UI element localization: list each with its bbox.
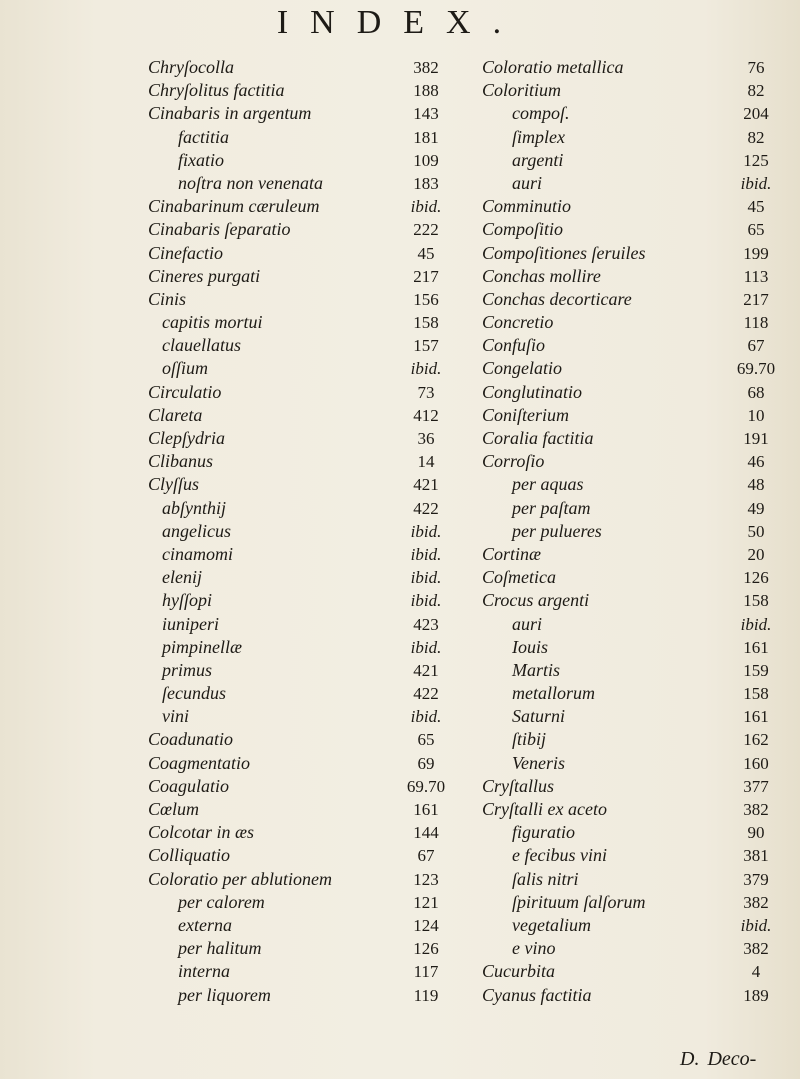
index-term: angelicus: [162, 520, 231, 541]
index-entry: [148, 427, 448, 450]
index-entry: [148, 589, 448, 612]
index-entry: [148, 798, 448, 821]
page-reference: 124: [413, 915, 439, 935]
page-reference: 90: [747, 823, 765, 843]
index-entry: [148, 566, 448, 589]
index-term: Cinis: [148, 288, 187, 309]
index-term: compoſ.: [512, 103, 570, 124]
index-entry: [482, 914, 778, 937]
index-term: Cortinæ: [482, 543, 542, 564]
index-entry: [482, 404, 778, 427]
index-term: figuratio: [512, 822, 576, 843]
index-term: Clepſydria: [148, 428, 225, 448]
page-reference: 73: [417, 382, 435, 402]
index-term: Coniſterium: [482, 404, 570, 425]
page-reference: ibid.: [740, 614, 772, 634]
index-entry: [148, 543, 448, 566]
index-term: per pulueres: [512, 520, 602, 541]
index-entry: [482, 775, 778, 798]
index-term: pimpinellæ: [162, 636, 242, 657]
page-reference: 381: [743, 846, 769, 866]
index-term: Cinabarinum cæruleum: [148, 196, 320, 217]
index-entry: [482, 195, 778, 218]
page-reference: 113: [743, 266, 769, 286]
index-term: Clyſſus: [148, 474, 200, 495]
index-entry: [148, 775, 448, 798]
index-entry: [482, 728, 778, 751]
index-term: Chryſolitus factitia: [148, 80, 285, 101]
page-reference: 199: [743, 243, 769, 263]
page-reference: 157: [413, 336, 439, 356]
index-term: fixatio: [178, 149, 224, 170]
page-reference: 119: [413, 985, 439, 1005]
index-entry: [148, 288, 448, 311]
page-reference: 181: [413, 127, 439, 147]
index-term: Coagulatio: [148, 775, 230, 796]
page-reference: 158: [743, 684, 769, 704]
index-entry: [148, 497, 448, 520]
index-term: Cœlum: [148, 799, 200, 819]
index-term: argenti: [512, 149, 564, 170]
index-entry: [482, 960, 778, 983]
page-reference: 377: [743, 776, 769, 796]
page-reference: 422: [413, 498, 439, 518]
index-entry: [482, 543, 778, 566]
page-reference: 217: [413, 266, 439, 286]
index-entry: [482, 450, 778, 473]
page-reference: 123: [413, 869, 439, 889]
index-term: per calorem: [178, 891, 265, 912]
index-entry: [148, 821, 448, 844]
index-term: Coloritium: [482, 80, 562, 101]
index-entry: [482, 613, 778, 636]
index-entry: [482, 589, 778, 612]
index-term: iuniperi: [162, 613, 219, 634]
page-reference: 50: [747, 521, 765, 541]
index-entry: [148, 102, 448, 125]
index-term: ſalis nitri: [512, 868, 579, 889]
page-reference: 14: [417, 452, 435, 472]
index-entry: [148, 844, 448, 867]
index-entry: [148, 311, 448, 334]
page-reference: ibid.: [740, 915, 772, 935]
index-entry: [148, 682, 448, 705]
index-entry: [148, 79, 448, 102]
index-entry: [482, 427, 778, 450]
index-term: vegetalium: [512, 914, 591, 935]
page-reference: 82: [747, 81, 765, 101]
index-entry: [482, 172, 778, 195]
page-reference: 183: [413, 173, 439, 193]
page-reference: ibid.: [410, 359, 442, 379]
index-entry: [148, 265, 448, 288]
page-reference: 158: [743, 591, 769, 611]
index-term: Congelatio: [482, 358, 562, 379]
index-entry: [148, 126, 448, 149]
index-term: auri: [512, 613, 543, 634]
index-entry: [482, 497, 778, 520]
index-term: primus: [162, 659, 213, 680]
page-reference: 4: [751, 962, 761, 982]
index-term: capitis mortui: [162, 312, 263, 333]
index-entry: [148, 473, 448, 496]
index-term: Confuſio: [482, 335, 546, 356]
index-term: Conglutinatio: [482, 381, 583, 402]
index-column-right: [482, 56, 778, 1007]
index-term: cinamomi: [162, 543, 233, 564]
page-reference: ibid.: [410, 544, 442, 564]
page-reference: 48: [747, 475, 765, 495]
index-entry: [482, 288, 778, 311]
page-reference: 125: [743, 150, 769, 170]
index-entry: [148, 659, 448, 682]
page-reference: 189: [743, 985, 769, 1005]
page-reference: 382: [413, 58, 439, 77]
page-reference: 382: [743, 939, 769, 959]
index-term: metallorum: [512, 683, 595, 704]
index-term: Saturni: [512, 706, 566, 727]
catchword: [680, 1048, 756, 1071]
index-entry: [482, 126, 778, 149]
index-term: elenij: [162, 567, 202, 588]
index-entry: [148, 195, 448, 218]
index-entry: [482, 682, 778, 705]
index-term: Conchas mollire: [482, 265, 601, 286]
index-term: Coloratio metallica: [482, 57, 624, 77]
index-term: Compoſitio: [482, 219, 564, 240]
page-reference: 69: [417, 753, 435, 773]
index-column-left: [148, 56, 448, 1007]
index-term: per halitum: [178, 938, 262, 959]
index-entry: [482, 659, 778, 682]
index-term: Cinabaris in argentum: [148, 103, 312, 124]
page-reference: ibid.: [740, 173, 772, 193]
index-term: Conchas decorticare: [482, 288, 632, 309]
index-entry: [482, 334, 778, 357]
signature-mark: D.: [680, 1048, 700, 1070]
catchword-text: Deco-: [707, 1048, 757, 1070]
index-term: noſtra non venenata: [178, 172, 323, 193]
index-term: Chryſocolla: [148, 57, 234, 77]
index-term: Coloratio per ablutionem: [148, 868, 332, 889]
index-entry: [482, 984, 778, 1007]
index-term: auri: [512, 172, 543, 193]
index-term: abſynthij: [162, 497, 226, 518]
page-reference: ibid.: [410, 707, 442, 727]
index-entry: [482, 937, 778, 960]
index-entry: [148, 613, 448, 636]
index-entry: [482, 798, 778, 821]
index-term: Comminutio: [482, 196, 572, 217]
index-entry: [148, 705, 448, 728]
page-reference: 422: [413, 684, 439, 704]
index-term: per aquas: [512, 474, 584, 495]
index-term: e vino: [512, 938, 556, 959]
index-entry: [148, 334, 448, 357]
page-reference: 161: [743, 637, 769, 657]
index-entry: [148, 381, 448, 404]
page-reference: 117: [413, 962, 439, 982]
index-term: oſſium: [162, 358, 209, 379]
page-reference: 45: [417, 243, 435, 263]
page-reference: 65: [747, 220, 765, 240]
page-reference: 69.70: [406, 776, 446, 796]
index-entry: [148, 56, 448, 79]
index-entry: [148, 172, 448, 195]
index-entry: [148, 450, 448, 473]
index-entry: [482, 149, 778, 172]
index-term: Colcotar in æs: [148, 822, 255, 843]
index-entry: [148, 636, 448, 659]
page-reference: ibid.: [410, 521, 442, 541]
page-reference: 82: [747, 127, 765, 147]
page-reference: 118: [743, 313, 769, 333]
index-entry: [482, 79, 778, 102]
index-term: Cryſtallus: [482, 775, 555, 796]
page-reference: 126: [413, 939, 439, 959]
page-reference: ibid.: [410, 591, 442, 611]
index-term: Cinabaris ſeparatio: [148, 219, 291, 240]
page-reference: 65: [417, 730, 435, 750]
page-reference: 144: [413, 823, 439, 843]
index-term: Veneris: [512, 752, 565, 773]
index-entry: [148, 752, 448, 775]
index-entry: [148, 891, 448, 914]
page-reference: ibid.: [410, 637, 442, 657]
index-term: externa: [178, 914, 232, 935]
index-entry: [482, 265, 778, 288]
index-entry: [482, 705, 778, 728]
index-entry: [148, 914, 448, 937]
index-term: per paſtam: [512, 497, 591, 518]
page-reference: 126: [743, 568, 769, 588]
index-term: Coadunatio: [148, 729, 234, 750]
index-entry: [148, 404, 448, 427]
index-entry: [482, 102, 778, 125]
page-reference: ibid.: [410, 197, 442, 217]
page-reference: 109: [413, 150, 439, 170]
page-reference: 69.70: [736, 359, 776, 379]
page-reference: 412: [413, 405, 439, 425]
page-heading: INDEX.: [276, 4, 524, 41]
index-entry: [482, 56, 778, 79]
page-reference: 159: [743, 660, 769, 680]
index-term: ſtibij: [512, 729, 547, 750]
index-term: Clibanus: [148, 451, 214, 472]
index-entry: [482, 218, 778, 241]
page-reference: 20: [747, 544, 765, 564]
page-reference: 156: [413, 289, 439, 309]
index-term: Coſmetica: [482, 567, 556, 588]
index-term: Corroſio: [482, 451, 545, 472]
page-reference: 222: [413, 220, 439, 240]
index-term: Iouis: [512, 636, 548, 657]
page-reference: 76: [747, 58, 765, 77]
page-reference: 382: [743, 892, 769, 912]
index-entry: [148, 149, 448, 172]
index-entry: [482, 636, 778, 659]
page-reference: ibid.: [410, 568, 442, 588]
page-reference: 382: [743, 800, 769, 819]
index-term: Crocus argenti: [482, 590, 590, 611]
page-reference: 379: [743, 869, 769, 889]
index-entry: [148, 520, 448, 543]
page-reference: 204: [743, 104, 769, 124]
index-entry: [482, 242, 778, 265]
page-reference: 68: [747, 382, 765, 402]
index-entry: [482, 821, 778, 844]
index-term: ſimplex: [512, 126, 565, 147]
page-reference: 121: [413, 892, 439, 912]
index-entry: [148, 728, 448, 751]
page-reference: 49: [747, 498, 765, 518]
page-reference: 10: [747, 405, 765, 425]
page-reference: 191: [743, 429, 769, 448]
page-reference: 421: [413, 660, 439, 680]
index-term: Concretio: [482, 312, 554, 333]
page-reference: 67: [747, 336, 765, 356]
index-term: Circulatio: [148, 381, 222, 402]
page-reference: 67: [417, 846, 435, 866]
index-entry: [148, 868, 448, 891]
index-term: e fecibus vini: [512, 845, 607, 866]
index-entry: [482, 844, 778, 867]
index-entry: [148, 960, 448, 983]
index-entry: [482, 357, 778, 380]
index-term: Cinefactio: [148, 242, 223, 263]
page-reference: 188: [413, 81, 439, 101]
index-term: ſpirituum ſalſorum: [512, 891, 646, 912]
index-entry: [148, 984, 448, 1007]
page-reference: 217: [743, 289, 769, 309]
index-entry: [148, 357, 448, 380]
page-reference: 162: [743, 730, 769, 750]
index-term: Colliquatio: [148, 845, 231, 866]
index-entry: [148, 242, 448, 265]
index-entry: [482, 311, 778, 334]
page-reference: 161: [413, 800, 439, 819]
index-term: clauellatus: [162, 335, 241, 356]
index-entry: [482, 891, 778, 914]
page-reference: 421: [413, 475, 439, 495]
index-entry: [148, 937, 448, 960]
index-term: factitia: [178, 126, 229, 147]
page-reference: 36: [417, 429, 435, 448]
index-term: per liquorem: [178, 984, 271, 1005]
index-entry: [482, 752, 778, 775]
index-entry: [482, 473, 778, 496]
index-term: Cineres purgati: [148, 265, 261, 286]
index-entry: [482, 381, 778, 404]
page-reference: 160: [743, 753, 769, 773]
page-reference: 423: [413, 614, 439, 634]
page-reference: 45: [747, 197, 765, 217]
index-term: hyſſopi: [162, 590, 212, 611]
page-reference: 158: [413, 313, 439, 333]
page-reference: 161: [743, 707, 769, 727]
page-reference: 143: [413, 104, 439, 124]
index-term: Clareta: [148, 404, 203, 425]
index-entry: [482, 566, 778, 589]
index-term: Coagmentatio: [148, 752, 250, 773]
index-entry: [482, 520, 778, 543]
index-entry: [482, 868, 778, 891]
index-term: Cucurbita: [482, 961, 556, 982]
index-term: Coralia factitia: [482, 428, 594, 448]
index-term: Martis: [512, 659, 561, 680]
index-term: interna: [178, 961, 230, 982]
index-term: Cryſtalli ex aceto: [482, 799, 607, 819]
index-entry: [148, 218, 448, 241]
page-reference: 46: [747, 452, 765, 472]
index-term: ſecundus: [162, 683, 226, 704]
index-term: Cyanus factitia: [482, 984, 592, 1005]
index-term: Compoſitiones ſeruiles: [482, 242, 646, 263]
index-term: vini: [162, 706, 189, 727]
